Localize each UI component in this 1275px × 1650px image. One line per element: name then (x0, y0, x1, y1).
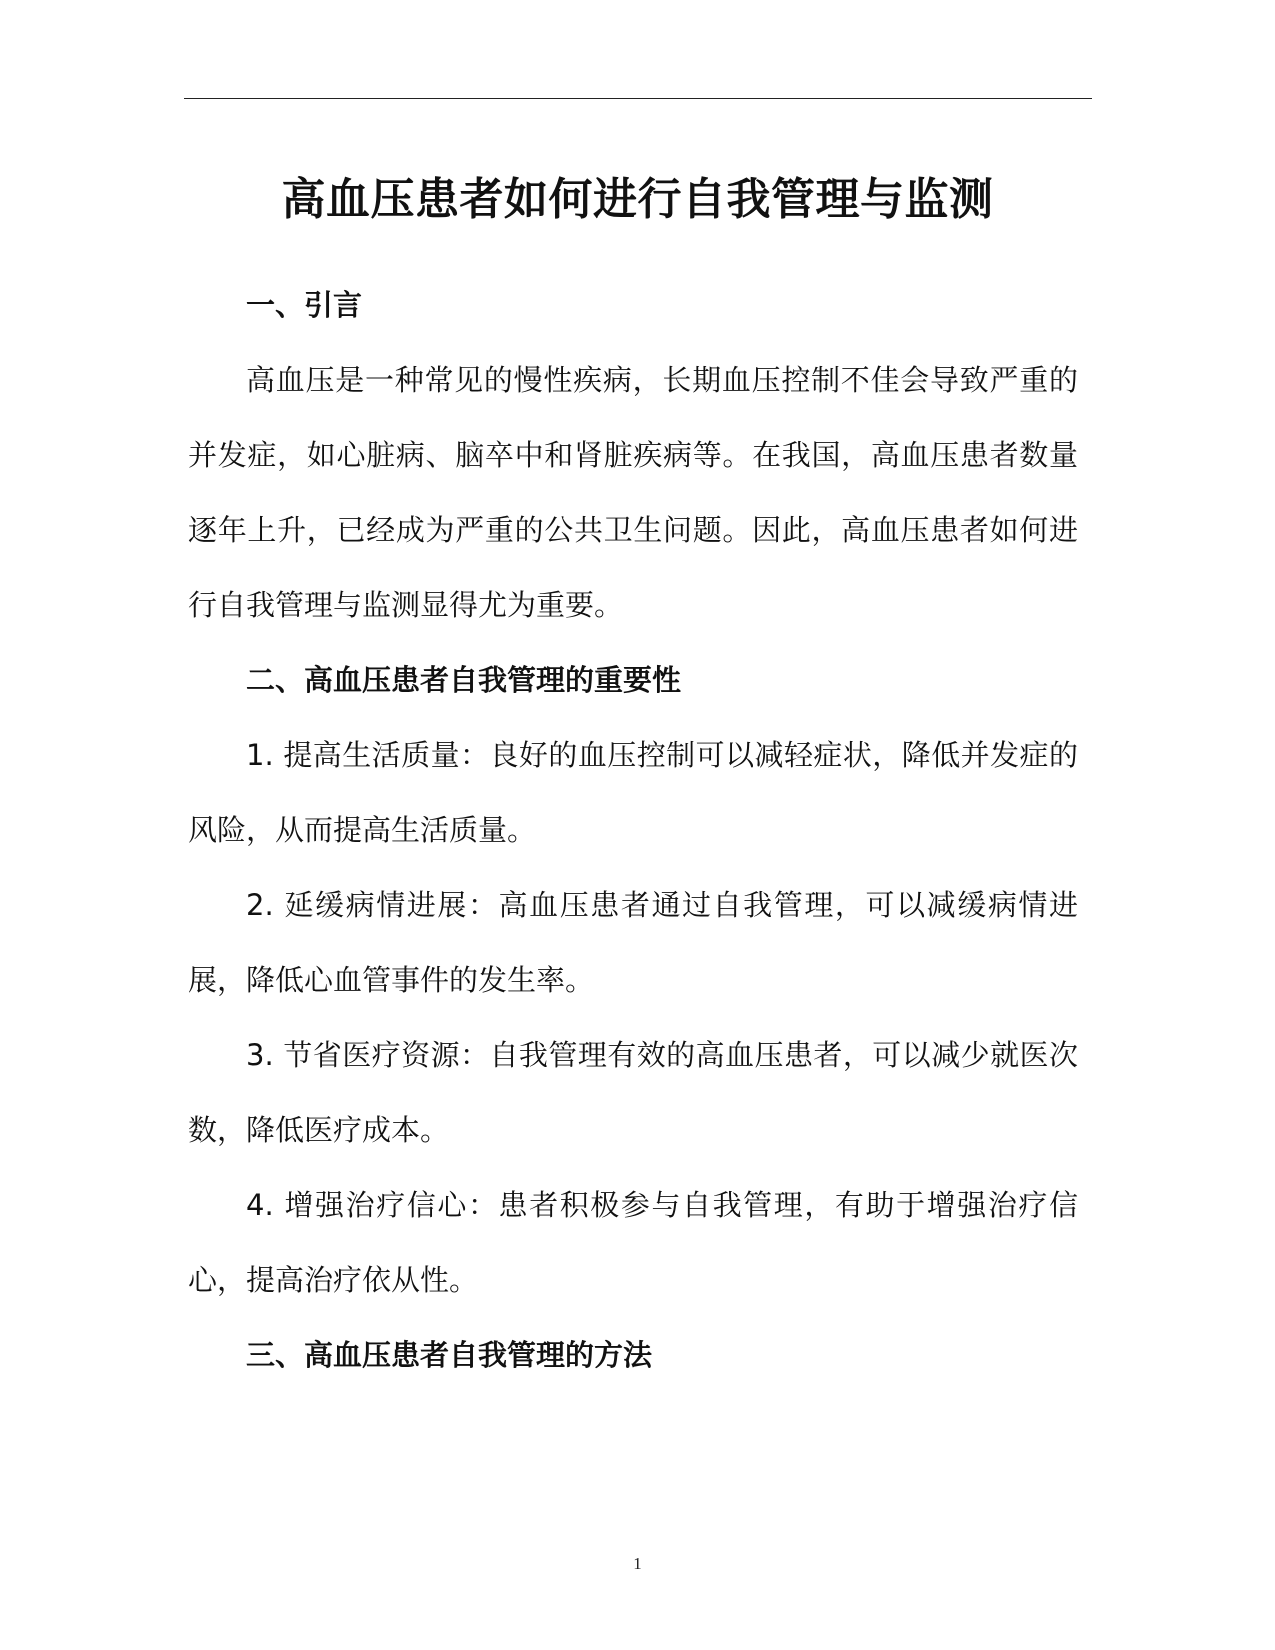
page-number: 1 (633, 1554, 642, 1573)
list-item-treatment-confidence: 4. 增强治疗信心：患者积极参与自我管理，有助于增强治疗信心，提高治疗依从性。 (188, 1188, 1078, 1297)
section-heading-introduction: 一、引言 (246, 288, 363, 322)
header-rule (184, 98, 1092, 99)
list-item-save-resources: 3. 节省医疗资源：自我管理有效的高血压患者，可以减少就医次数，降低医疗成本。 (188, 1038, 1078, 1147)
paragraph-introduction: 高血压是一种常见的慢性疾病，长期血压控制不佳会导致严重的并发症，如心脏病、脑卒中和肾脏疾病等。在我国，高血压患者数量逐年上升，已经成为严重的公共卫生问题。因此，高血压患者如何进行自我管理与监测显得尤为重要。 (188, 363, 1078, 622)
list-item-delay-progression: 2. 延缓病情进展：高血压患者通过自我管理，可以减缓病情进展，降低心血管事件的发生率。 (188, 888, 1078, 997)
section-heading-importance: 二、高血压患者自我管理的重要性 (246, 663, 682, 697)
section-heading-methods: 三、高血压患者自我管理的方法 (246, 1338, 653, 1372)
list-item-quality-of-life: 1. 提高生活质量：良好的血压控制可以减轻症状，降低并发症的风险，从而提高生活质量。 (188, 738, 1078, 847)
document-body (188, 268, 1078, 1393)
document-title: 高血压患者如何进行自我管理与监测 (281, 174, 994, 225)
